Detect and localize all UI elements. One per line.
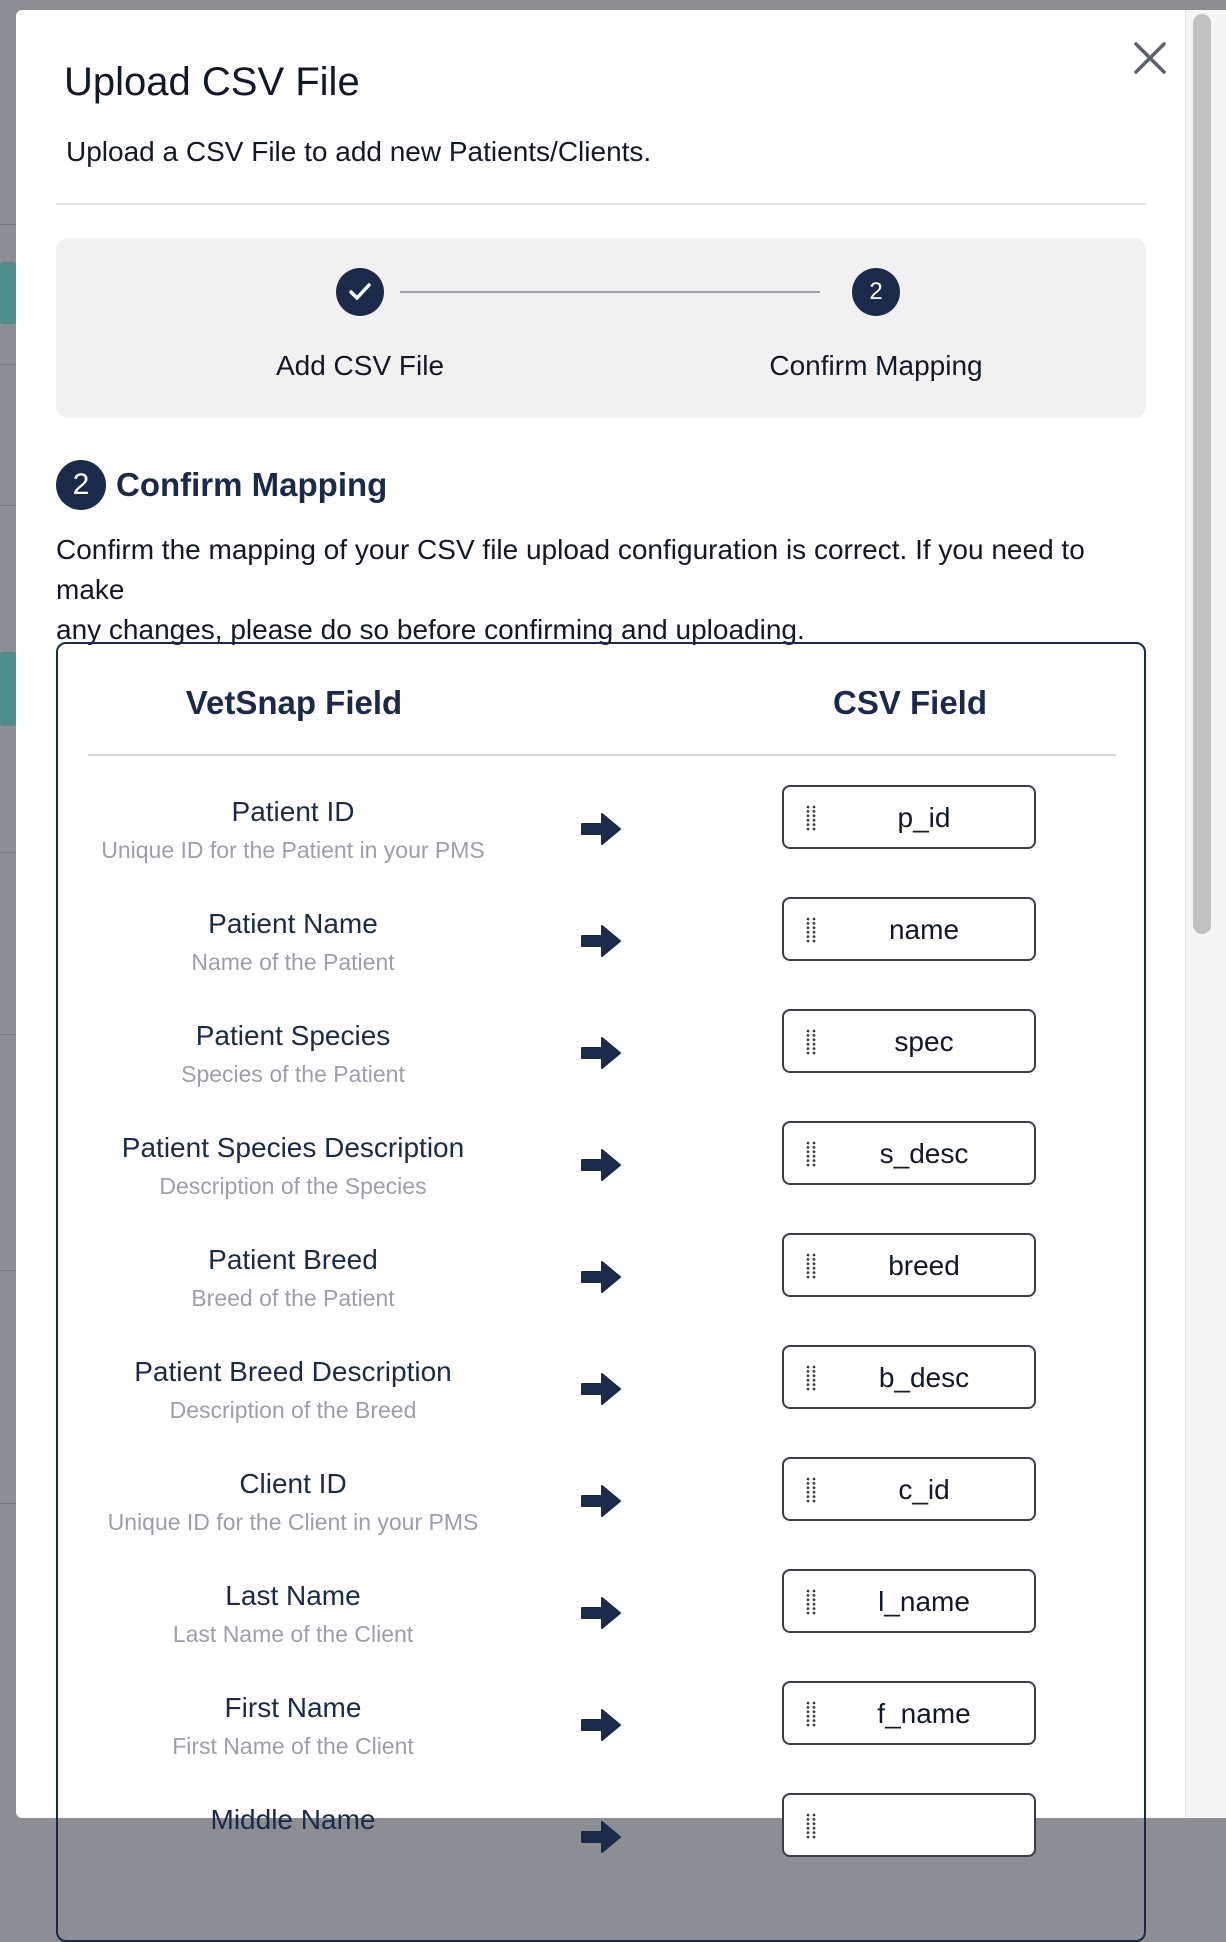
header-divider bbox=[56, 203, 1146, 205]
drag-handle-icon[interactable] bbox=[804, 804, 818, 832]
csv-field-chip[interactable] bbox=[782, 1233, 1036, 1297]
vetsnap-field-description: Description of the Species bbox=[159, 1173, 427, 1199]
close-button[interactable] bbox=[1126, 34, 1174, 82]
csv-field-chip[interactable] bbox=[782, 1121, 1036, 1185]
mapping-row bbox=[58, 1132, 1148, 1244]
csv-field-value: breed bbox=[888, 1250, 960, 1281]
section-description-line-1: Confirm the mapping of your CSV file upload configuration is correct. If you need to make bbox=[56, 534, 1085, 605]
arrow-right-icon bbox=[578, 806, 624, 852]
vetsnap-field-description: First Name of the Client bbox=[172, 1733, 414, 1759]
vetsnap-field-name: Patient Species Description bbox=[121, 1132, 465, 1163]
drag-handle-icon[interactable] bbox=[804, 1588, 818, 1616]
step-connector bbox=[400, 291, 820, 293]
mapping-row bbox=[58, 1692, 1148, 1804]
csv-field-chip[interactable] bbox=[782, 1793, 1036, 1857]
mapping-row bbox=[58, 796, 1148, 908]
arrow-right-icon bbox=[578, 1030, 624, 1076]
modal-subtitle: Upload a CSV File to add new Patients/Clients. bbox=[66, 136, 652, 167]
drag-handle-icon[interactable] bbox=[804, 1812, 818, 1840]
vetsnap-field-name: First Name bbox=[224, 1692, 362, 1723]
drag-handle-icon[interactable] bbox=[804, 1700, 818, 1728]
vetsnap-field-description: Unique ID for the Client in your PMS bbox=[107, 1509, 479, 1535]
drag-handle-icon[interactable] bbox=[804, 1252, 818, 1280]
csv-field-value: l_name bbox=[878, 1586, 970, 1617]
mapping-row bbox=[58, 1356, 1148, 1468]
vetsnap-field-name: Client ID bbox=[239, 1468, 347, 1499]
section-heading bbox=[56, 460, 387, 510]
csv-field-chip[interactable] bbox=[782, 1009, 1036, 1073]
modal-title: Upload CSV File bbox=[64, 60, 360, 104]
section-number-badge: 2 bbox=[56, 460, 106, 510]
section-description bbox=[56, 530, 1156, 650]
csv-field-value: s_desc bbox=[879, 1138, 969, 1169]
vetsnap-field-description: Name of the Patient bbox=[191, 949, 395, 975]
modal-scrollbar-thumb[interactable] bbox=[1193, 14, 1211, 934]
mapping-table bbox=[56, 642, 1146, 1942]
csv-field-chip[interactable] bbox=[782, 785, 1036, 849]
arrow-right-icon bbox=[578, 1702, 624, 1748]
mapping-row bbox=[58, 1468, 1148, 1580]
mapping-row bbox=[58, 1020, 1148, 1132]
arrow-right-icon bbox=[578, 1814, 624, 1860]
drag-handle-icon[interactable] bbox=[804, 1364, 818, 1392]
drag-handle-icon[interactable] bbox=[804, 1028, 818, 1056]
close-icon bbox=[1126, 34, 1174, 82]
backdrop-button-fragment bbox=[0, 652, 16, 726]
vetsnap-field-name: Patient Species bbox=[195, 1020, 391, 1051]
vetsnap-field-description: Breed of the Patient bbox=[191, 1285, 395, 1311]
mapping-row bbox=[58, 908, 1148, 1020]
upload-csv-modal bbox=[16, 10, 1192, 1835]
drag-handle-icon[interactable] bbox=[804, 1476, 818, 1504]
vetsnap-field-name: Patient Breed Description bbox=[134, 1356, 452, 1387]
drag-handle-icon[interactable] bbox=[804, 916, 818, 944]
vetsnap-field-name: Middle Name bbox=[210, 1804, 376, 1835]
step-2-label: Confirm Mapping bbox=[769, 350, 983, 381]
csv-field-chip[interactable] bbox=[782, 1681, 1036, 1745]
csv-field-chip[interactable] bbox=[782, 1569, 1036, 1633]
vetsnap-field-header: VetSnap Field bbox=[185, 684, 403, 721]
arrow-right-icon bbox=[578, 1366, 624, 1412]
vetsnap-field-description: Unique ID for the Patient in your PMS bbox=[101, 837, 485, 863]
upload-stepper bbox=[56, 238, 1146, 418]
csv-field-chip[interactable] bbox=[782, 1345, 1036, 1409]
vetsnap-field-name: Patient Breed bbox=[208, 1244, 378, 1275]
csv-field-value: spec bbox=[894, 1026, 954, 1057]
csv-field-value: f_name bbox=[877, 1698, 971, 1729]
arrow-right-icon bbox=[578, 1254, 624, 1300]
backdrop-button-fragment bbox=[0, 262, 16, 324]
vetsnap-field-description: Species of the Patient bbox=[181, 1061, 405, 1087]
vetsnap-field-name: Last Name bbox=[225, 1580, 361, 1611]
arrow-right-icon bbox=[578, 1142, 624, 1188]
drag-handle-icon[interactable] bbox=[804, 1140, 818, 1168]
vetsnap-field-description: Description of the Breed bbox=[169, 1397, 417, 1423]
mapping-row bbox=[58, 1580, 1148, 1692]
mapping-row bbox=[58, 1804, 1148, 1916]
step-1-label: Add CSV File bbox=[275, 350, 445, 381]
arrow-right-icon bbox=[578, 1590, 624, 1636]
csv-field-value: name bbox=[888, 914, 960, 945]
csv-field-header: CSV Field bbox=[832, 684, 988, 721]
vetsnap-field-description: Last Name of the Client bbox=[172, 1621, 414, 1647]
vetsnap-field-name: Patient ID bbox=[231, 796, 355, 827]
check-icon bbox=[347, 279, 373, 305]
csv-field-chip[interactable] bbox=[782, 897, 1036, 961]
arrow-right-icon bbox=[578, 1478, 624, 1524]
csv-field-value: c_id bbox=[898, 1474, 950, 1505]
csv-field-value: p_id bbox=[897, 802, 951, 833]
mapping-row bbox=[58, 1244, 1148, 1356]
step-1-complete-indicator bbox=[336, 268, 384, 316]
section-title: Confirm Mapping bbox=[116, 466, 388, 503]
step-2-indicator: 2 bbox=[852, 268, 900, 316]
mapping-header-divider bbox=[88, 754, 1116, 756]
arrow-right-icon bbox=[578, 918, 624, 964]
csv-field-value: b_desc bbox=[878, 1362, 970, 1393]
section-description-line-2: any changes, please do so before confirming and uploading. bbox=[56, 614, 805, 645]
vetsnap-field-name: Patient Name bbox=[208, 908, 378, 939]
csv-field-chip[interactable] bbox=[782, 1457, 1036, 1521]
